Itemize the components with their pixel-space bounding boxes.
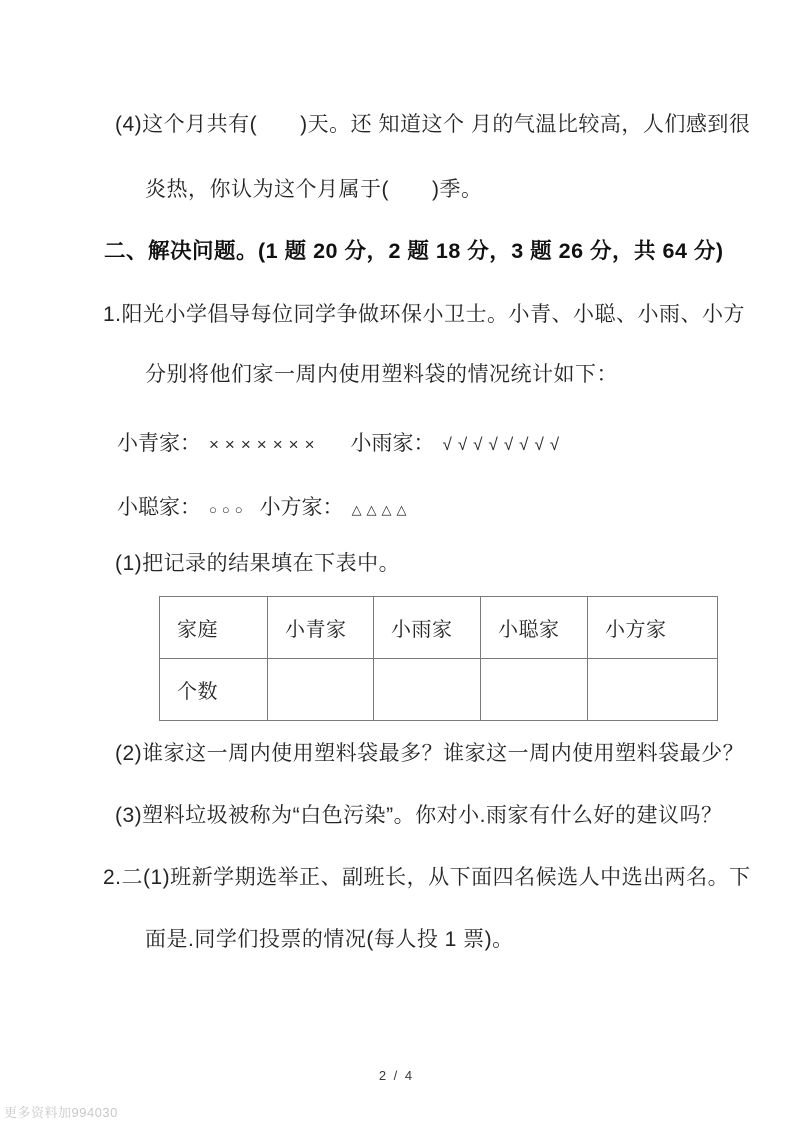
table-cell-blank <box>374 659 481 721</box>
problem1-sub2: (2)谁家这一周内使用塑料袋最多？谁家这一周内使用塑料袋最少？ <box>115 742 745 765</box>
tally-label-xiaoqing: 小青家： <box>117 432 201 455</box>
triangle-marks: △△△△ <box>351 502 412 517</box>
problem2-line1: 2.二(1)班新学期选举正、副班长，从下面四名候选人中选出两名。下 <box>103 866 751 889</box>
table-cell-family: 家庭 <box>160 597 268 659</box>
problem1-sub3: (3)塑料垃圾被称为“白色污染”。你对小.雨家有什么好的建议吗？ <box>115 804 723 827</box>
table-header-row <box>160 597 718 659</box>
table-cell-blank <box>268 659 374 721</box>
table-cell-xiaoqing: 小青家 <box>268 597 374 659</box>
tally-label-xiaocong: 小聪家： <box>117 496 201 519</box>
table-cell-blank <box>481 659 588 721</box>
table-cell-xiaoyu: 小雨家 <box>374 597 481 659</box>
problem1-line2: 分别将他们家一周内使用塑料袋的情况统计如下： <box>145 363 618 386</box>
problem1-sub1: (1)把记录的结果填在下表中。 <box>115 552 401 575</box>
problem1-line1: 1.阳光小学倡导每位同学争做环保小卫士。小青、小聪、小雨、小方 <box>103 303 746 326</box>
check-marks: √√√√√√√√ <box>442 435 566 454</box>
tally-line-1 <box>117 427 565 457</box>
section2-heading: 二、解决问题。(1 题 20 分，2 题 18 分，3 题 26 分，共 64 分) <box>104 239 724 263</box>
circle-marks: ○○○ <box>209 502 248 517</box>
table-cell-xiaocong: 小聪家 <box>481 597 588 659</box>
table-cell-blank <box>588 659 718 721</box>
x-marks: ××××××× <box>209 435 321 454</box>
watermark-text: 更多资料加994030 <box>4 1105 118 1120</box>
page-number: 2 / 4 <box>378 1068 415 1083</box>
question4-line1: (4)这个月共有( )天。还 知道这个 月的气温比较高，人们感到很 <box>115 113 751 136</box>
problem2-line2: 面是.同学们投票的情况(每人投 1 票)。 <box>145 928 514 951</box>
table-cell-xiaofang: 小方家 <box>588 597 718 659</box>
table-cell-count-label: 个数 <box>160 659 268 721</box>
tally-result-table <box>159 596 718 721</box>
tally-line-2 <box>117 491 412 521</box>
table-count-row <box>160 659 718 721</box>
tally-label-xiaoyu: 小雨家： <box>350 432 435 455</box>
tally-label-xiaofang: 小方家： <box>259 496 344 519</box>
question4-line2: 炎热，你认为这个月属于( )季。 <box>145 178 483 201</box>
